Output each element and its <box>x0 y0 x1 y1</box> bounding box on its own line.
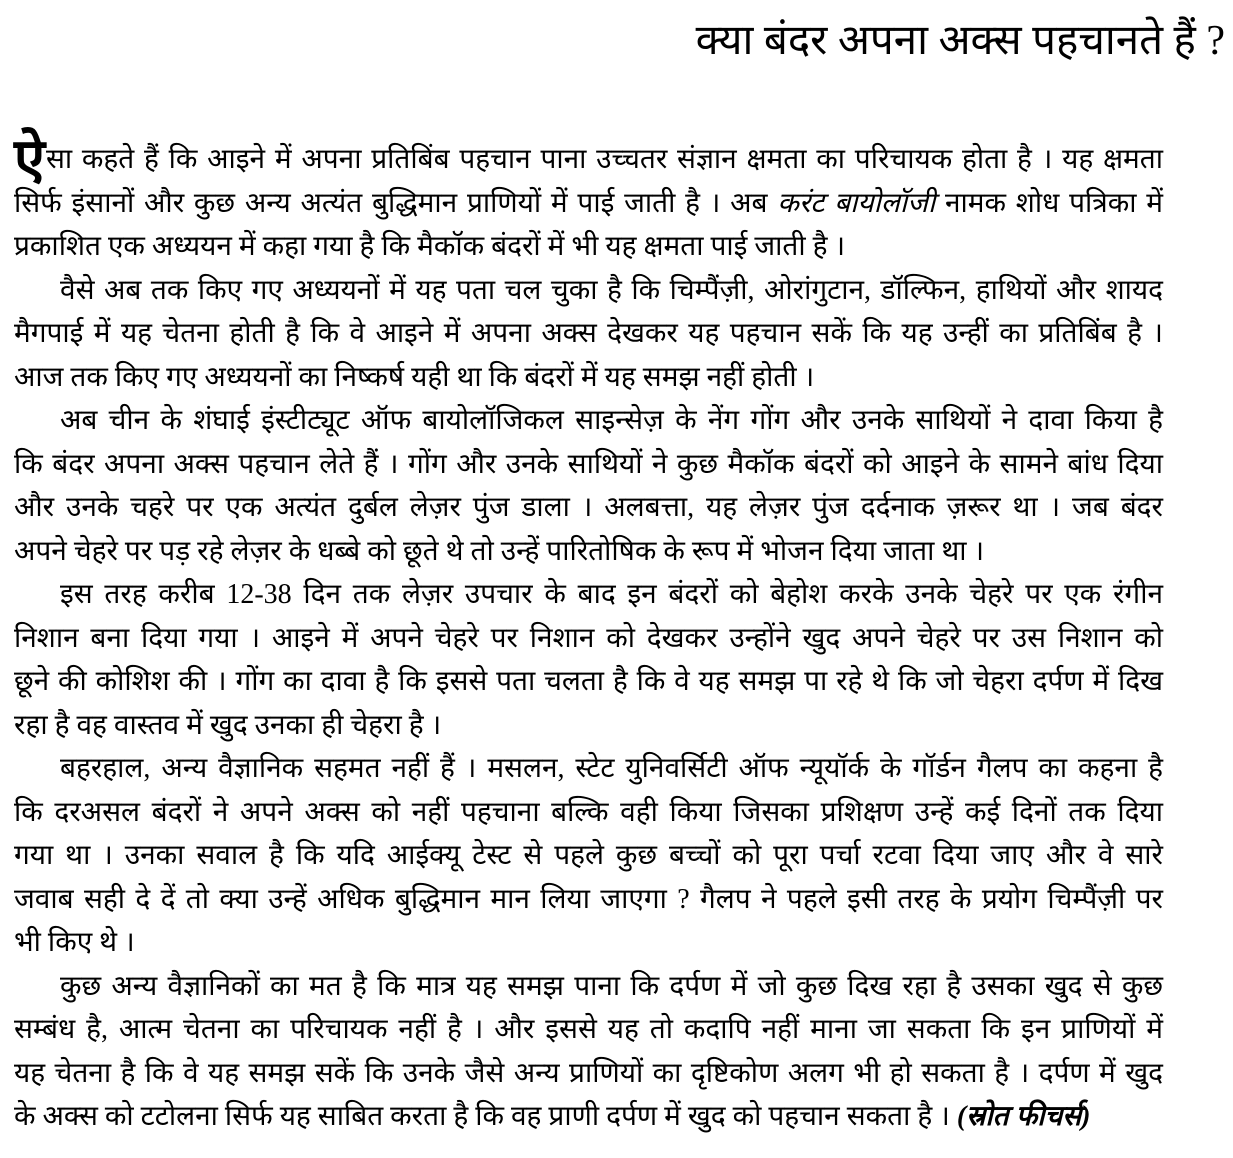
text-segment: और उनके चहरे पर एक अत्यंत दुर्बल लेज़र पुंज डाला । अलबत्ता, यह लेज़र पुंज दर्दनाक ज़रूर था । जब बंदर <box>14 492 1163 523</box>
text-segment: सा कहते हैं कि आइने में अपना प्रतिबिंब पहचान पाना उच्चतर संज्ञान क्षमता का परिचायक होता है । यह क्षमता <box>45 144 1163 175</box>
text-segment: कि बंदर अपना अक्स पहचान लेते हैं । गोंग और उनके साथियों ने कुछ मैकॉक बंदरों को आइने के सामने बांध दिया <box>14 448 1163 480</box>
text-line <box>14 573 1163 617</box>
text-line <box>14 530 1163 574</box>
text-line <box>14 1008 1163 1052</box>
text-segment: सम्बंध है, आत्म चेतना का परिचायक नहीं है । और इससे यह तो कदापि नहीं माना जा सकता कि इन प्राणियों में <box>14 1014 1163 1045</box>
drop-cap: ऐ <box>14 129 45 191</box>
text-line <box>14 443 1163 487</box>
text-line <box>14 312 1163 356</box>
text-segment: छूने की कोशिश की । गोंग का दावा है कि इससे पता चलता है कि वे यह समझ पा रहे थे कि जो चेहरा दर्पण में दिख <box>14 666 1163 697</box>
text-segment: बहरहाल, अन्य वैज्ञानिक सहमत नहीं हैं । मसलन, स्टेट युनिवर्सिटी ऑफ न्यूयॉर्क के गॉर्डन गैलप का कहना है <box>60 753 1163 784</box>
text-line <box>14 486 1163 530</box>
text-line <box>14 834 1163 878</box>
text-segment: आज तक किए गए अध्ययनों का निष्कर्ष यही था कि बंदरों में यह समझ नहीं होती । <box>14 361 815 393</box>
text-line <box>14 747 1163 791</box>
text-segment: के अक्स को टटोलना सिर्फ यह साबित करता है कि वह प्राणी दर्पण में खुद को पहचान सकता है । <box>14 1101 957 1132</box>
text-line <box>14 1095 1163 1139</box>
text-segment: सिर्फ इंसानों और कुछ अन्य अत्यंत बुद्धिमान प्राणियों में पाई जाती है । अब <box>14 187 778 219</box>
text-segment: कुछ अन्य वैज्ञानिकों का मत है कि मात्र यह समझ पाना कि दर्पण में जो कुछ दिख रहा है उसका खुद से कुछ <box>60 970 1163 1002</box>
text-line <box>14 965 1163 1009</box>
text-segment: जवाब सही दे दें तो क्या उन्हें अधिक बुद्धिमान मान लिया जाएगा ? गैलप ने पहले इसी तरह के प्रयोग चिम्पैंज़ी पर <box>14 883 1163 915</box>
text-segment: अब चीन के शंघाई इंस्टीट्यूट ऑफ बायोलॉजिकल साइन्सेज़ के नेंग गोंग और उनके साथियों ने दावा किया है <box>60 405 1163 436</box>
article-paragraph <box>14 129 1163 269</box>
article-paragraph <box>14 747 1163 965</box>
text-line <box>14 182 1163 226</box>
text-segment: प्रकाशित एक अध्ययन में कहा गया है कि मैकॉक बंदरों में भी यह क्षमता पाई जाती है । <box>14 231 846 262</box>
text-segment: वैसे अब तक किए गए अध्ययनों में यह पता चल चुका है कि चिम्पैंज़ी, ओरांगुटान, डॉल्फिन, हाथियों और शायद <box>60 274 1163 306</box>
article-body <box>0 129 1233 1139</box>
text-line <box>14 225 1163 269</box>
text-line <box>14 704 1163 748</box>
article-paragraph <box>14 399 1163 573</box>
journal-name: करंट बायोलॉजी <box>777 187 936 219</box>
text-line <box>14 791 1163 835</box>
text-segment: निशान बना दिया गया । आइने में अपने चेहरे पर निशान को देखकर उन्होंने खुद अपने चेहरे पर उस निशान को <box>14 622 1163 654</box>
text-line <box>14 660 1163 704</box>
article-title: क्या बंदर अपना अक्स पहचानते हैं ? <box>695 18 1225 64</box>
text-line <box>14 356 1163 400</box>
text-segment: मैगपाई में यह चेतना होती है कि वे आइने में अपना अक्स देखकर यह पहचान सकें कि यह उन्हीं का प्रतिबिंब है । <box>14 318 1163 349</box>
article-paragraph <box>14 269 1163 400</box>
text-line <box>14 129 1163 191</box>
text-segment: कि दरअसल बंदरों ने अपने अक्स को नहीं पहचाना बल्कि वही किया जिसका प्रशिक्षण उन्हें कई दिनों तक दिया <box>14 796 1163 828</box>
text-line <box>14 399 1163 443</box>
text-segment: रहा है वह वास्तव में खुद उनका ही चेहरा है । <box>14 709 442 741</box>
text-segment: इस तरह करीब 12-38 दिन तक लेज़र उपचार के बाद इन बंदरों को बेहोश करके उनके चेहरे पर एक रंगीन <box>60 579 1163 610</box>
text-segment: गया था । उनका सवाल है कि यदि आईक्यू टेस्ट से पहले कुछ बच्चों को पूरा पर्चा रटवा दिया जाए और वे सारे <box>14 840 1163 871</box>
text-line <box>14 921 1163 965</box>
article-paragraph <box>14 965 1163 1139</box>
text-line <box>14 878 1163 922</box>
article-paragraph <box>14 573 1163 747</box>
text-segment: नामक शोध पत्रिका में <box>935 187 1163 219</box>
text-segment: यह चेतना है कि वे यह समझ सकें कि उनके जैसे अन्य प्राणियों का दृष्टिकोण अलग भी हो सकता है । दर्पण में खुद <box>14 1057 1163 1089</box>
source-credit: (स्रोत फीचर्स) <box>956 1101 1091 1132</box>
text-segment: अपने चेहरे पर पड़ रहे लेज़र के धब्बे को छूते थे तो उन्हें पारितोषिक के रूप में भोजन दिया जाता था । <box>14 535 985 567</box>
text-line <box>14 269 1163 313</box>
text-line <box>14 617 1163 661</box>
text-segment: भी किए थे । <box>14 927 135 958</box>
text-line <box>14 1052 1163 1096</box>
